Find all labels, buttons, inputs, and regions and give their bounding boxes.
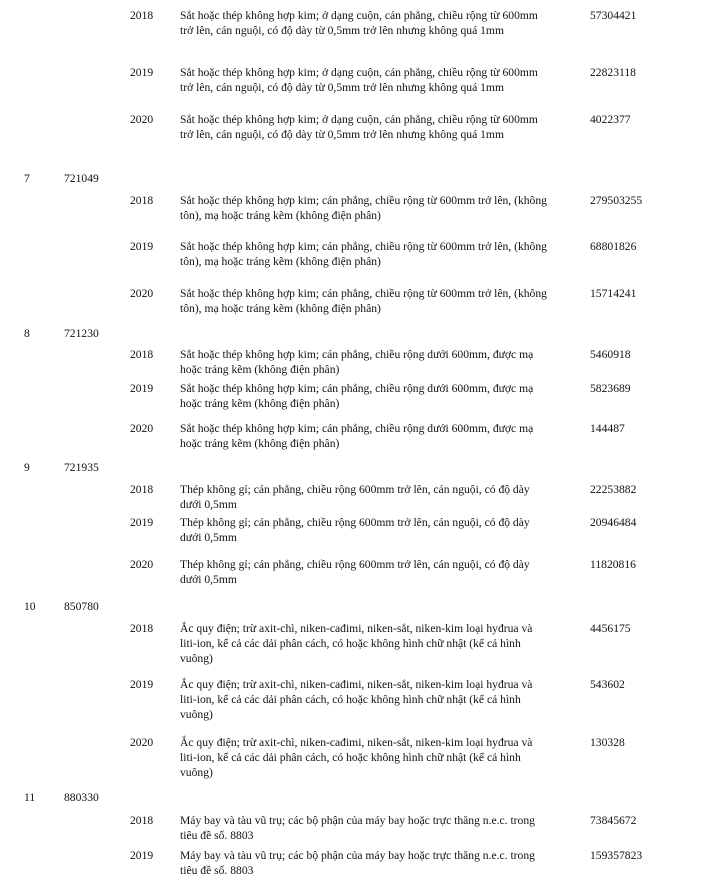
description-line: vuông)	[180, 766, 213, 779]
year-cell: 2019	[130, 678, 154, 691]
description-line: Thép không gỉ; cán phẳng, chiều rộng 600mm trở lên, cán nguội, có độ dày	[180, 483, 530, 496]
value-cell: 144487	[590, 422, 625, 435]
description-line: Ắc quy điện; trừ axit-chì, niken-cađimi, niken-sắt, niken-kim loại hyđrua và	[180, 736, 533, 749]
value-cell: 159357823	[590, 849, 643, 862]
description-line: tôn), mạ hoặc tráng kẽm (không điện phân)	[180, 209, 381, 222]
hs-code: 880330	[64, 791, 99, 804]
value-cell: 15714241	[590, 287, 637, 300]
item-number: 9	[24, 461, 30, 474]
year-cell: 2019	[130, 66, 154, 79]
year-cell: 2020	[130, 736, 154, 749]
value-cell: 68801826	[590, 240, 637, 253]
value-cell: 11820816	[590, 558, 636, 571]
description-line: hoặc tráng kẽm (không điện phân)	[180, 437, 340, 450]
description-line: Sắt hoặc thép không hợp kim; ở dạng cuộn, cán phẳng, chiều rộng từ 600mm	[180, 9, 538, 22]
value-cell: 5823689	[590, 382, 631, 395]
description-line: Sắt hoặc thép không hợp kim; ở dạng cuộn, cán phẳng, chiều rộng từ 600mm	[180, 66, 538, 79]
value-cell: 20946484	[590, 516, 637, 529]
description-line: Sắt hoặc thép không hợp kim; cán phẳng, chiều rộng dưới 600mm, được mạ	[180, 382, 534, 395]
hs-code: 721049	[64, 172, 99, 185]
description-line: vuông)	[180, 708, 213, 721]
description-line: trở lên, cán nguội, có độ dày từ 0,5mm trở lên nhưng không quá 1mm	[180, 81, 504, 94]
item-number: 8	[24, 327, 30, 340]
item-number: 11	[24, 791, 36, 804]
description-line: Thép không gỉ; cán phẳng, chiều rộng 600mm trở lên, cán nguội, có độ dày	[180, 558, 530, 571]
year-cell: 2019	[130, 516, 154, 529]
year-cell: 2019	[130, 849, 154, 862]
description-line: hoặc tráng kẽm (không điện phân)	[180, 397, 340, 410]
description-line: Sắt hoặc thép không hợp kim; ở dạng cuộn, cán phẳng, chiều rộng từ 600mm	[180, 113, 538, 126]
description-line: Máy bay và tàu vũ trụ; các bộ phận của máy bay hoặc trực thăng n.e.c. trong	[180, 849, 535, 862]
description-line: Sắt hoặc thép không hợp kim; cán phẳng, chiều rộng dưới 600mm, được mạ	[180, 348, 534, 361]
hs-code: 721935	[64, 461, 99, 474]
year-cell: 2018	[130, 9, 154, 22]
description-line: liti-ion, kể cả các dải phân cách, có hoặc không hình chữ nhật (kể cả hình	[180, 751, 521, 764]
description-line: Sắt hoặc thép không hợp kim; cán phẳng, chiều rộng dưới 600mm, được mạ	[180, 422, 534, 435]
description-line: tôn), mạ hoặc tráng kẽm (không điện phân)	[180, 255, 381, 268]
description-line: tiêu đề số. 8803	[180, 864, 254, 877]
description-line: liti-ion, kể cả các dải phân cách, có hoặc không hình chữ nhật (kể cả hình	[180, 637, 521, 650]
year-cell: 2020	[130, 113, 154, 126]
year-cell: 2020	[130, 422, 154, 435]
year-cell: 2018	[130, 814, 154, 827]
description-line: Ắc quy điện; trừ axit-chì, niken-cađimi, niken-sắt, niken-kim loại hyđrua và	[180, 622, 533, 635]
description-line: liti-ion, kể cả các dải phân cách, có hoặc không hình chữ nhật (kể cả hình	[180, 693, 521, 706]
value-cell: 4456175	[590, 622, 631, 635]
description-line: trở lên, cán nguội, có độ dày từ 0,5mm trở lên nhưng không quá 1mm	[180, 128, 504, 141]
description-line: Ắc quy điện; trừ axit-chì, niken-cađimi, niken-sắt, niken-kim loại hyđrua và	[180, 678, 533, 691]
description-line: Sắt hoặc thép không hợp kim; cán phẳng, chiều rộng từ 600mm trở lên, (không	[180, 194, 547, 207]
year-cell: 2018	[130, 194, 154, 207]
item-number: 10	[24, 600, 36, 613]
value-cell: 73845672	[590, 814, 637, 827]
year-cell: 2020	[130, 558, 154, 571]
year-cell: 2019	[130, 240, 154, 253]
item-number: 7	[24, 172, 30, 185]
value-cell: 57304421	[590, 9, 637, 22]
description-line: Thép không gỉ; cán phẳng, chiều rộng 600mm trở lên, cán nguội, có độ dày	[180, 516, 530, 529]
description-line: hoặc tráng kẽm (không điện phân)	[180, 363, 340, 376]
description-line: tôn), mạ hoặc tráng kẽm (không điện phân)	[180, 302, 381, 315]
value-cell: 130328	[590, 736, 625, 749]
value-cell: 4022377	[590, 113, 631, 126]
year-cell: 2018	[130, 348, 154, 361]
description-line: vuông)	[180, 652, 213, 665]
value-cell: 543602	[590, 678, 625, 691]
year-cell: 2018	[130, 483, 154, 496]
year-cell: 2019	[130, 382, 154, 395]
description-line: dưới 0,5mm	[180, 498, 237, 511]
value-cell: 22823118	[590, 66, 636, 79]
year-cell: 2018	[130, 622, 154, 635]
hs-code: 850780	[64, 600, 99, 613]
description-line: Sắt hoặc thép không hợp kim; cán phẳng, chiều rộng từ 600mm trở lên, (không	[180, 287, 547, 300]
description-line: Máy bay và tàu vũ trụ; các bộ phận của máy bay hoặc trực thăng n.e.c. trong	[180, 814, 535, 827]
description-line: Sắt hoặc thép không hợp kim; cán phẳng, chiều rộng từ 600mm trở lên, (không	[180, 240, 547, 253]
value-cell: 22253882	[590, 483, 637, 496]
description-line: trở lên, cán nguội, có độ dày từ 0,5mm trở lên nhưng không quá 1mm	[180, 24, 504, 37]
year-cell: 2020	[130, 287, 154, 300]
description-line: dưới 0,5mm	[180, 573, 237, 586]
description-line: tiêu đề số. 8803	[180, 829, 254, 842]
value-cell: 279503255	[590, 194, 643, 207]
value-cell: 5460918	[590, 348, 631, 361]
description-line: dưới 0,5mm	[180, 531, 237, 544]
hs-code: 721230	[64, 327, 99, 340]
